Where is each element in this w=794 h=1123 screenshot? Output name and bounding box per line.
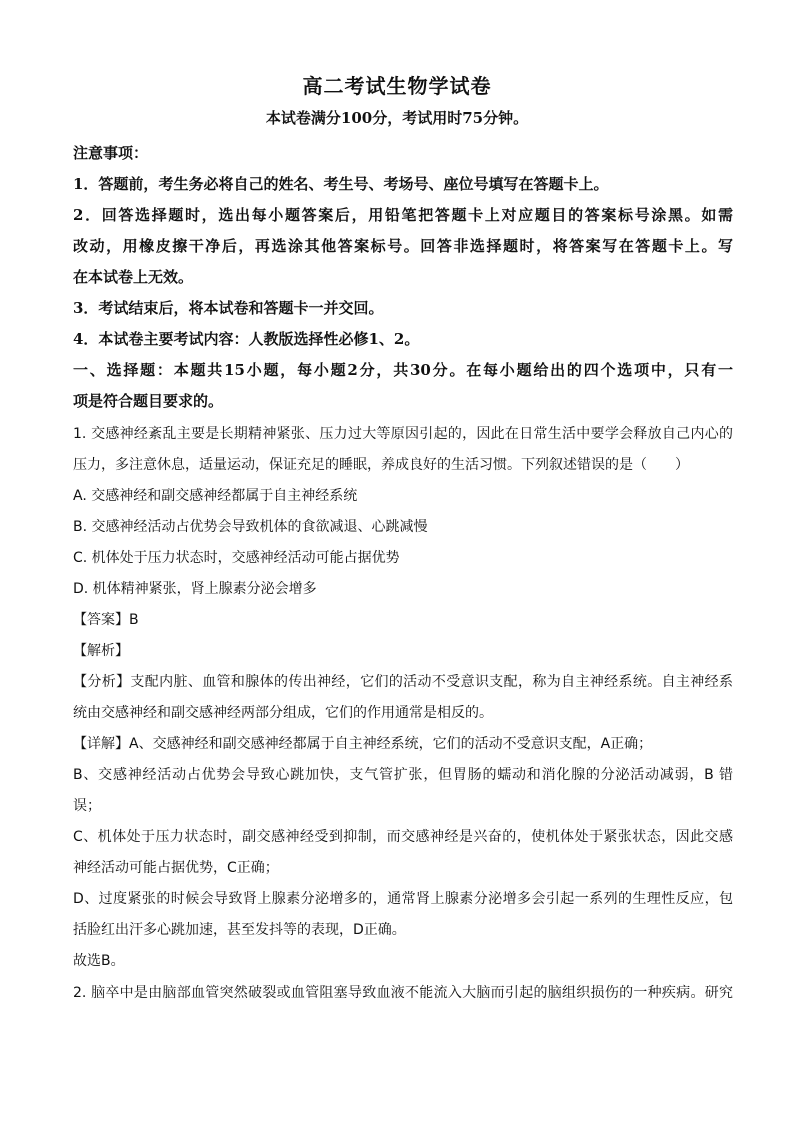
notice-heading: 注意事项： (73, 144, 149, 162)
answer: 【答案】B (73, 612, 139, 628)
option-c: C. 机体处于压力状态时，交感神经活动可能占据优势 (73, 550, 400, 566)
explanation-text: D、过度紧张的时候会导致肾上腺素分泌增多的，通常肾上腺素分泌增多会引起一系列的生理性反应，包 (73, 891, 733, 907)
question-stem: 2. 脑卒中是由脑部血管突然破裂或血管阻塞导致血液不能流入大脑而引起的脑组织损伤的一种疾病。研究 (73, 985, 733, 1001)
notice-item: 2．回答选择题时，选出每小题答案后，用铅笔把答题卡上对应题目的答案标号涂黑。如需 (73, 206, 733, 224)
section-heading: 一、选择题：本题共15小题，每小题2分，共30分。在每小题给出的四个选项中，只有一 (73, 361, 733, 379)
question-stem: 压力，多注意休息，适量运动，保证充足的睡眠，养成良好的生活习惯。下列叙述错误的是（ ） (73, 457, 689, 473)
exam-subtitle: 本试卷满分100分，考试用时75分钟。 (265, 109, 529, 127)
explanation-text: C、机体处于压力状态时，副交感神经受到抑制，而交感神经是兴奋的，使机体处于紧张状态，因此交感 (73, 829, 733, 845)
explanation-text: 【详解】A、交感神经和副交感神经都属于自主神经系统，它们的活动不受意识支配，A正确； (73, 736, 653, 752)
option-a: A. 交感神经和副交感神经都属于自主神经系统 (73, 488, 358, 504)
analysis-text: 【分析】支配内脏、血管和腺体的传出神经，它们的活动不受意识支配，称为自主神经系统。自主神经系 (73, 674, 733, 690)
section-heading: 项是符合题目要求的。 (73, 392, 224, 410)
analysis-text: 统由交感神经和副交感神经两部分组成，它们的作用通常是相反的。 (73, 705, 493, 721)
notice-item: 1．答题前，考生务必将自己的姓名、考生号、考场号、座位号填写在答题卡上。 (73, 175, 609, 193)
exam-title: 高二考试生物学试卷 (302, 74, 492, 98)
option-b: B. 交感神经活动占优势会导致机体的食欲减退、心跳减慢 (73, 519, 428, 535)
notice-item: 在本试卷上无效。 (73, 268, 194, 286)
notice-item: 4．本试卷主要考试内容：人教版选择性必修1、2。 (73, 330, 420, 348)
explanation-text: 神经活动可能占据优势，C正确； (73, 860, 279, 876)
question-stem: 1. 交感神经紊乱主要是长期精神紧张、压力过大等原因引起的，因此在日常生活中要学会释放自己内心的 (73, 426, 733, 442)
notice-item: 3．考试结束后，将本试卷和答题卡一并交回。 (73, 299, 384, 317)
explanation-text: 误； (73, 798, 101, 814)
explanation-text: 括脸红出汗多心跳加速，甚至发抖等的表现，D正确。 (73, 922, 406, 938)
explanation-text: B、交感神经活动占优势会导致心跳加快，支气管扩张，但胃肠的蠕动和消化腺的分泌活动减弱，B 错 (73, 767, 733, 783)
notice-item: 改动，用橡皮擦干净后，再选涂其他答案标号。回答非选择题时，将答案写在答题卡上。写 (73, 237, 733, 255)
conclusion: 故选B。 (73, 953, 125, 969)
analysis-heading: 【解析】 (73, 643, 129, 659)
option-d: D. 机体精神紧张，肾上腺素分泌会增多 (73, 581, 317, 597)
